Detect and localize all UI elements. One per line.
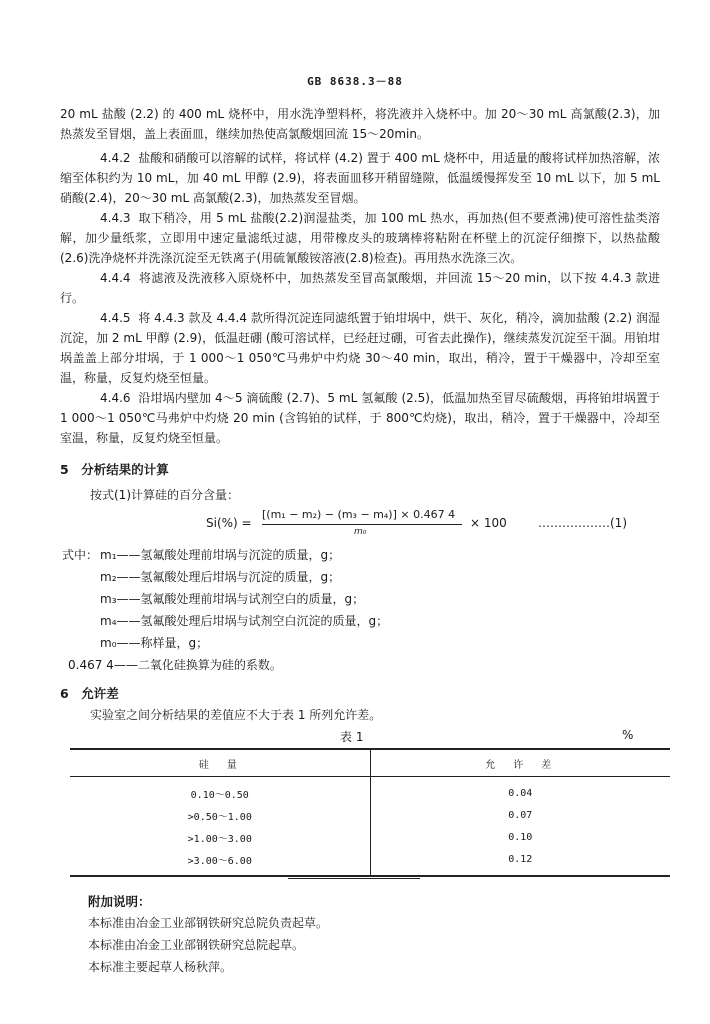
clause-4-4-3 bbox=[60, 208, 660, 268]
column-header: 硅 量 bbox=[70, 749, 370, 777]
notes-title: 附加说明： bbox=[88, 894, 151, 909]
clause-number: 4.4.3 bbox=[100, 211, 131, 225]
tolerance-table bbox=[70, 748, 670, 877]
silicon-range-cell: 0.10～0.50 bbox=[70, 777, 370, 805]
column-header: 允 许 差 bbox=[370, 749, 670, 777]
clause-number: 4.4.6 bbox=[100, 391, 131, 405]
paragraph-text: 20 mL 盐酸 (2.2) 的 400 mL 烧杯中，用水洗净塑料杯，将洗液并入烧杯中。加 20～30 mL 高氯酸(2.3)，加热蒸发至冒烟，盖上表面皿，继续加热使高氯酸烟回流 15～20min。 bbox=[60, 107, 660, 141]
paragraph-continuation bbox=[60, 104, 660, 144]
formula-lhs: Si(%) = bbox=[206, 516, 252, 530]
definition-row bbox=[68, 656, 282, 674]
clause-number: 4.4.5 bbox=[100, 311, 131, 325]
symbol: m₀ bbox=[100, 636, 117, 650]
silicon-range-cell: >1.00～3.00 bbox=[70, 826, 370, 848]
silicon-range-cell: >3.00～6.00 bbox=[70, 848, 370, 876]
definition-text: ——二氧化硅换算为硅的系数。 bbox=[113, 658, 282, 672]
where-label: 式中： bbox=[62, 548, 99, 562]
clause-text: 将 4.4.3 款及 4.4.4 款所得沉淀连同滤纸置于铂坩埚中，烘干、灰化，稍冷，滴加盐酸 (2.2) 润湿沉淀，加 2 mL 甲醇 (2.9)，低温赶硼 (酸可溶试样，已经赶过硼，可省去此操作)，继续蒸发沉淀至干涸。用铂坩埚盖盖上部分坩埚，于 1 000～1 050℃马弗炉中灼烧 30～40 min，取出，稍冷，置于干燥器中，冷却至室温，称量，反复灼烧至恒量。 bbox=[60, 311, 660, 385]
definition-text: ——氢氟酸处理前坩埚与试剂空白的质量，g； bbox=[116, 592, 365, 606]
note-line: 本标准主要起草人杨秋萍。 bbox=[88, 960, 233, 974]
table-row bbox=[70, 826, 670, 848]
formula-multiplier: × 100 bbox=[470, 516, 507, 530]
clause-text: 将滤液及洗液移入原烧杯中，加热蒸发至冒高氯酸烟，并回流 15～20 min，以下按 4.4.3 款进行。 bbox=[60, 271, 660, 305]
symbol: 0.467 4 bbox=[68, 658, 114, 672]
definition-text: ——氢氟酸处理后坩埚与沉淀的质量，g； bbox=[116, 570, 341, 584]
tolerance-cell: 0.07 bbox=[508, 809, 533, 821]
formula-intro: 按式(1)计算硅的百分含量： bbox=[90, 488, 239, 502]
divider bbox=[288, 878, 420, 879]
table-row bbox=[70, 777, 670, 805]
definition-row bbox=[100, 590, 364, 608]
symbol: m₄ bbox=[100, 614, 117, 628]
clause-4-4-2 bbox=[60, 148, 660, 208]
symbol: m₂ bbox=[100, 570, 117, 584]
tolerance-cell: 0.04 bbox=[508, 787, 533, 799]
note-line: 本标准由冶金工业部钢铁研究总院起草。 bbox=[88, 938, 305, 952]
clause-4-4-4 bbox=[60, 268, 660, 308]
section-5-title: 5 分析结果的计算 bbox=[60, 462, 169, 477]
definition-row bbox=[100, 568, 340, 586]
table-row bbox=[70, 804, 670, 826]
symbol: m₁ bbox=[100, 548, 117, 562]
definition-row bbox=[100, 634, 208, 652]
section-6-title: 6 允许差 bbox=[60, 686, 119, 701]
tolerance-cell: 0.10 bbox=[508, 831, 533, 843]
tolerance-cell: 0.12 bbox=[370, 848, 670, 876]
definition-text: ——称样量，g； bbox=[116, 636, 209, 650]
equation-number: ………………(1) bbox=[538, 516, 627, 530]
standard-header: GB 8638.3－88 bbox=[307, 75, 403, 88]
definition-row bbox=[100, 612, 388, 630]
clause-number: 4.4.2 bbox=[100, 151, 131, 165]
clause-4-4-6 bbox=[60, 388, 660, 448]
definition-text: ——氢氟酸处理前坩埚与沉淀的质量，g； bbox=[116, 548, 341, 562]
table-row bbox=[70, 848, 670, 876]
definition-row bbox=[100, 546, 340, 564]
tolerance-intro: 实验室之间分析结果的差值应不大于表 1 所列允许差。 bbox=[90, 708, 382, 722]
symbol: m₃ bbox=[100, 592, 117, 606]
clause-4-4-5 bbox=[60, 308, 660, 388]
fraction-bar bbox=[262, 524, 462, 525]
table-unit: % bbox=[622, 728, 634, 742]
table-header-row bbox=[70, 749, 670, 777]
formula-denominator: m₀ bbox=[354, 527, 367, 537]
formula-numerator: [(m₁ − m₂) − (m₃ − m₄)] × 0.467 4 bbox=[262, 508, 456, 521]
clause-text: 沿坩埚内壁加 4～5 滴硫酸 (2.7)、5 mL 氢氟酸 (2.5)，低温加热至冒尽硫酸烟，再将铂坩埚置于 1 000～1 050℃马弗炉中灼烧 20 min (含钨铂的试样，于 800℃灼烧)，取出，稍冷，置于干燥器中，冷却至室温，称量，反复灼烧至恒量。 bbox=[60, 391, 660, 445]
definition-text: ——氢氟酸处理后坩埚与试剂空白沉淀的质量，g； bbox=[116, 614, 389, 628]
clause-text: 取下稍冷，用 5 mL 盐酸(2.2)润湿盐类，加 100 mL 热水，再加热(但不要煮沸)使可溶性盐类溶解，加少量纸浆，立即用中速定量滤纸过滤，用带橡皮头的玻璃棒将粘附在杯壁上的沉淀仔细擦下，以热盐酸(2.6)洗净烧杯并洗涤沉淀至无铁离子(用硫氰酸铵溶液(2.8)检查)。再用热水洗涤三次。 bbox=[60, 211, 660, 265]
note-line: 本标准由冶金工业部钢铁研究总院负责起草。 bbox=[88, 916, 329, 930]
table-title: 表 1 bbox=[340, 730, 364, 744]
silicon-range-cell: >0.50～1.00 bbox=[70, 804, 370, 826]
clause-text: 盐酸和硝酸可以溶解的试样，将试样 (4.2) 置于 400 mL 烧杯中，用适量的酸将试样加热溶解，浓缩至体积约为 10 mL，加 40 mL 甲醇 (2.9)，将表面皿移开稍留缝隙，低温缓慢挥发至 10 mL 以下，加 5 mL 硝酸(2.4)，20～30 mL 高氯酸(2.3)，加热蒸发至冒烟。 bbox=[60, 151, 660, 205]
clause-number: 4.4.4 bbox=[100, 271, 131, 285]
